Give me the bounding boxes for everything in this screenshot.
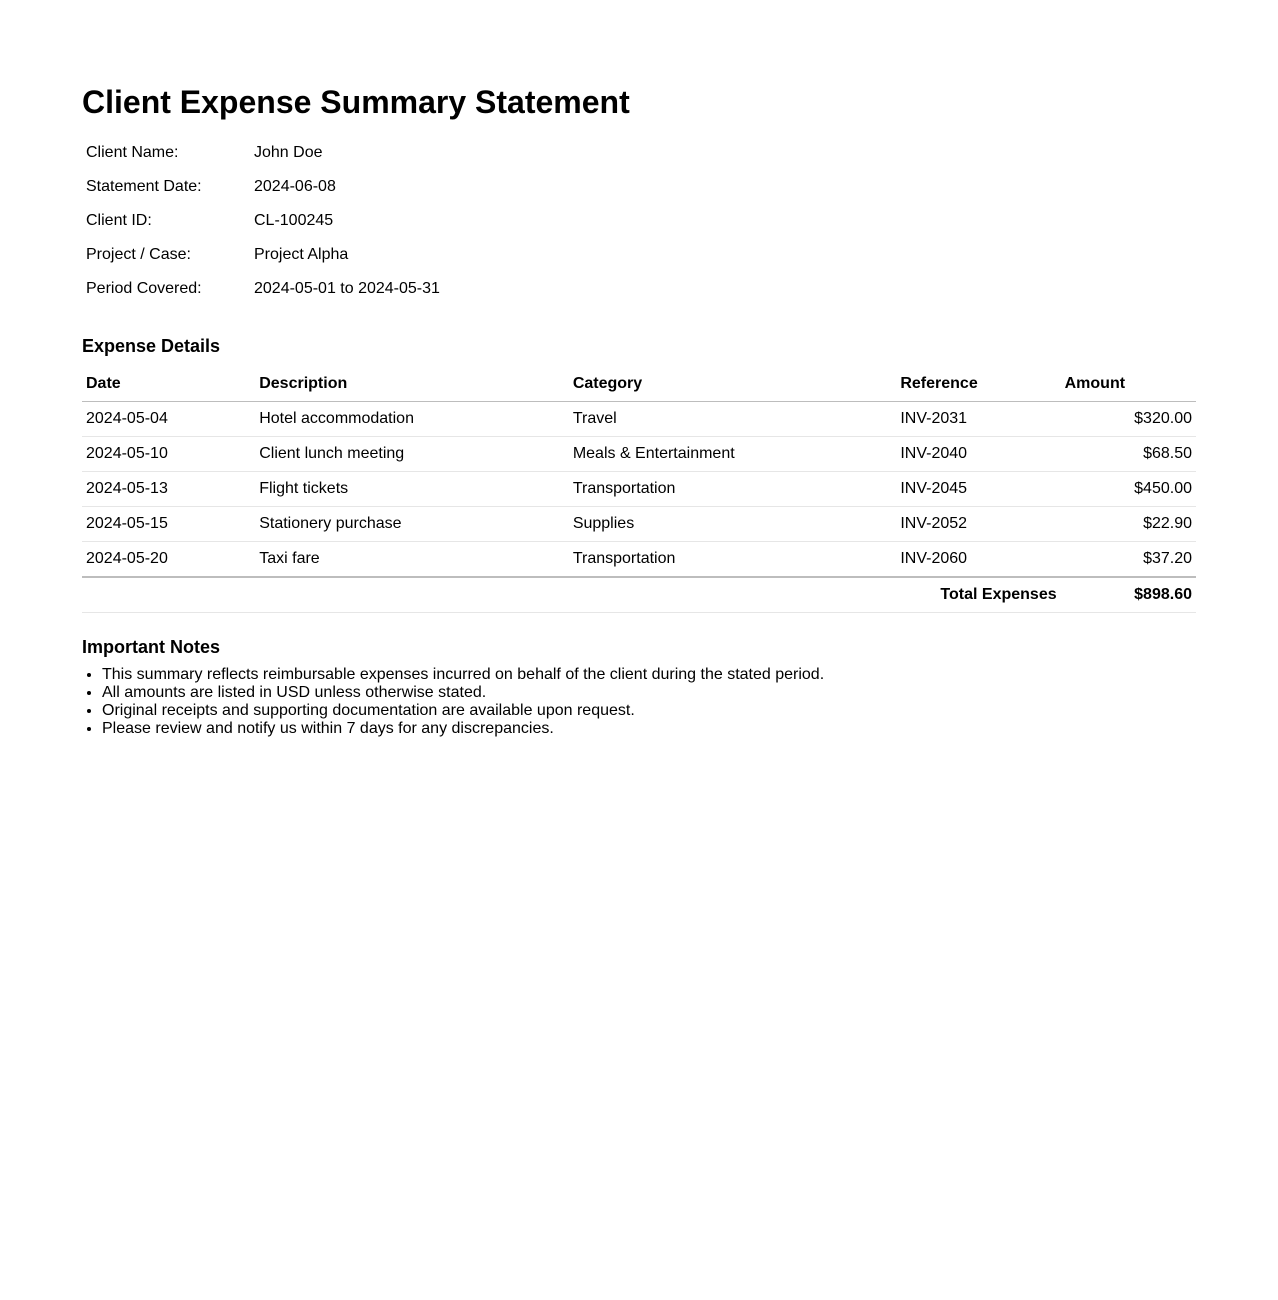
period-covered-label: Period Covered: <box>86 280 202 297</box>
total-expenses-label: Total Expenses <box>82 577 1061 613</box>
expense-description: Client lunch meeting <box>255 437 569 472</box>
list-item: • Please review and notify us within 7 days for any discrepancies. <box>102 720 1196 738</box>
table-row <box>82 437 1196 472</box>
project-case-label: Project / Case: <box>86 246 191 263</box>
expense-category: Meals & Entertainment <box>569 437 897 472</box>
total-expenses-value: $898.60 <box>1061 577 1196 613</box>
important-notes-heading: Important Notes <box>82 637 221 657</box>
expense-date: 2024-05-10 <box>82 437 255 472</box>
expense-description: Flight tickets <box>255 472 569 507</box>
expense-reference: INV-2031 <box>896 402 1060 437</box>
expense-description: Taxi fare <box>255 542 569 578</box>
expense-amount: $320.00 <box>1061 402 1196 437</box>
info-row <box>82 204 444 238</box>
expense-description: Hotel accommodation <box>255 402 569 437</box>
expense-reference: INV-2040 <box>896 437 1060 472</box>
info-row <box>82 136 444 170</box>
column-header-amount: Amount <box>1061 367 1196 402</box>
client-id-label: Client ID: <box>86 212 152 229</box>
expense-date: 2024-05-13 <box>82 472 255 507</box>
expense-amount: $450.00 <box>1061 472 1196 507</box>
info-row <box>82 170 444 204</box>
column-header-category: Category <box>569 367 897 402</box>
expense-header-row <box>82 367 1196 402</box>
statement-date-value: 2024-06-08 <box>254 178 336 195</box>
expense-date: 2024-05-04 <box>82 402 255 437</box>
info-row <box>82 238 444 272</box>
column-header-date: Date <box>82 367 255 402</box>
client-name-label: Client Name: <box>86 144 179 161</box>
expense-reference: INV-2045 <box>896 472 1060 507</box>
expense-date: 2024-05-15 <box>82 507 255 542</box>
info-row <box>82 272 444 306</box>
client-name-value: John Doe <box>254 144 323 161</box>
column-header-reference: Reference <box>896 367 1060 402</box>
expense-category: Travel <box>569 402 897 437</box>
client-id-value: CL-100245 <box>254 212 334 229</box>
list-item: • All amounts are listed in USD unless otherwise stated. <box>102 684 1196 702</box>
table-row <box>82 402 1196 437</box>
total-row <box>82 577 1196 613</box>
list-item: • Original receipts and supporting documentation are available upon request. <box>102 702 1196 720</box>
period-covered-value: 2024-05-01 to 2024-05-31 <box>254 280 440 297</box>
expense-reference: INV-2052 <box>896 507 1060 542</box>
expense-description: Stationery purchase <box>255 507 569 542</box>
expense-details-heading: Expense Details <box>82 336 221 356</box>
table-row <box>82 472 1196 507</box>
expense-category: Transportation <box>569 472 897 507</box>
table-row <box>82 542 1196 578</box>
client-info-table <box>82 136 444 306</box>
column-header-description: Description <box>255 367 569 402</box>
table-row <box>82 507 1196 542</box>
expense-amount: $68.50 <box>1061 437 1196 472</box>
expense-amount: $22.90 <box>1061 507 1196 542</box>
expense-table <box>82 367 1196 613</box>
page-title: Client Expense Summary Statement <box>82 84 630 120</box>
project-case-value: Project Alpha <box>254 246 349 263</box>
statement-page <box>82 80 1196 738</box>
expense-category: Supplies <box>569 507 897 542</box>
expense-category: Transportation <box>569 542 897 578</box>
expense-amount: $37.20 <box>1061 542 1196 578</box>
notes-list <box>82 666 1196 738</box>
list-item: • This summary reflects reimbursable expenses incurred on behalf of the client during the stated period. <box>102 666 1196 684</box>
expense-date: 2024-05-20 <box>82 542 255 578</box>
expense-reference: INV-2060 <box>896 542 1060 578</box>
statement-date-label: Statement Date: <box>86 178 202 195</box>
